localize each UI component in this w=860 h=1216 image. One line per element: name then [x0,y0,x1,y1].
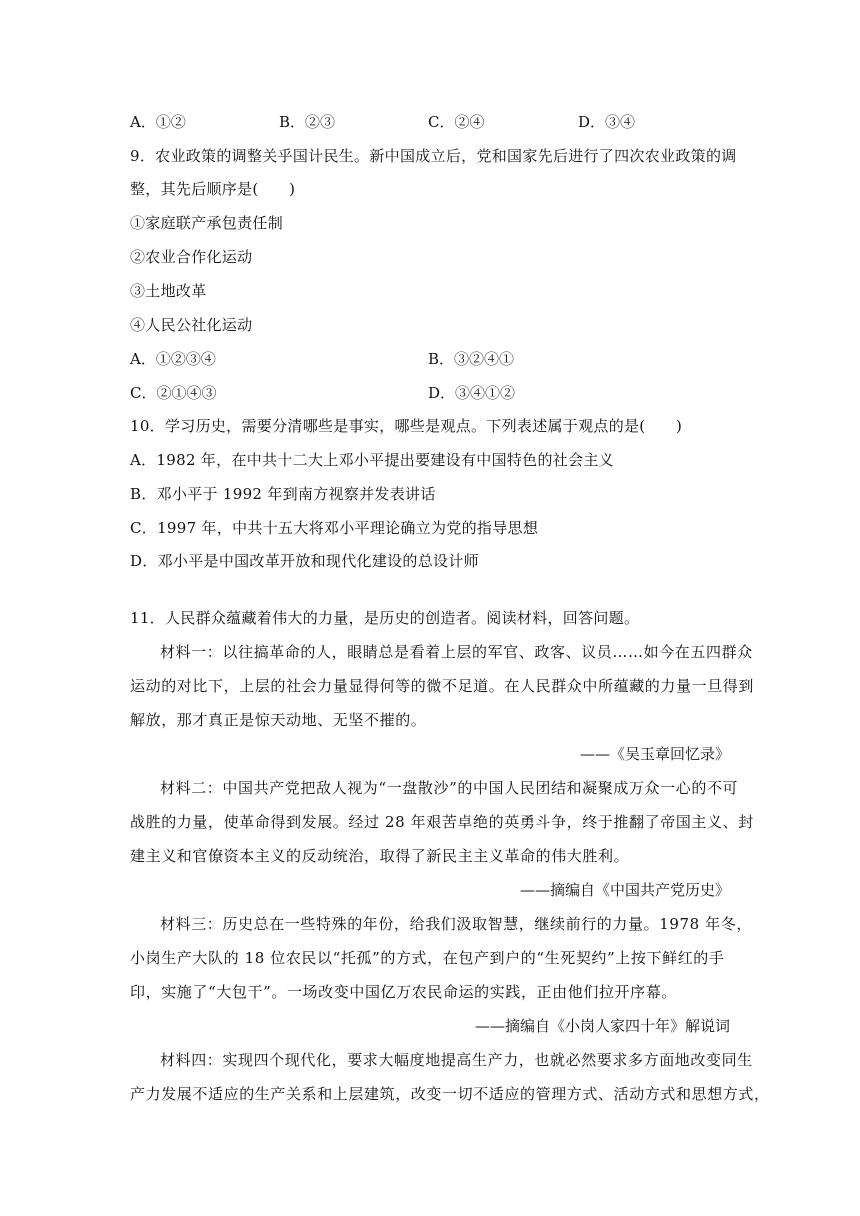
material1-line2: 运动的对比下，上层的社会力量显得何等的微不足道。在人民群众中所蕴藏的力量一旦得到 [130,677,755,695]
material2-line2: 战胜的力量，使革命得到发展。经过 28 年艰苦卓绝的英勇斗争，终于推翻了帝国主义、封 [130,813,754,831]
q9-option-b: B．③②④① [428,350,515,368]
q10-option-b: B．邓小平于 1992 年到南方视察并发表讲话 [130,485,436,503]
material3-line3: 印，实施了“大包干”。一场改变中国亿万农民命运的实践，正由他们拉开序幕。 [130,983,677,1001]
q10-stem: 10．学习历史，需要分清哪些是事实，哪些是观点。下列表述属于观点的是( ) [130,417,683,435]
q9-option-a: A．①②③④ [130,350,216,368]
material4-line1: 材料四：实现四个现代化，要求大幅度地提高生产力，也就必然要求多方面地改变同生 [160,1051,753,1069]
material3-source: ——摘编自《小岗人家四十年》解说词 [474,1017,730,1035]
q9-item-4: ④人民公社化运动 [130,316,253,334]
material1-line3: 解放，那才真正是惊天动地、无坚不摧的。 [130,711,427,729]
q9-item-3: ③土地改革 [130,282,207,300]
material2-source: ——摘编自《中国共产党历史》 [519,881,730,899]
q10-option-c: C．1997 年，中共十五大将邓小平理论确立为党的指导思想 [130,519,539,537]
q8-option-c: C．②④ [428,113,485,131]
q9-stem-line1: 9．农业政策的调整关乎国计民生。新中国成立后，党和国家先后进行了四次农业政策的调 [130,147,737,165]
material2-line3: 建主义和官僚资本主义的反动统治，取得了新民主主义革命的伟大胜利。 [130,847,630,865]
q8-option-d: D．③④ [578,113,636,131]
q10-option-a: A．1982 年，在中共十二大上邓小平提出要建设有中国特色的社会主义 [130,451,614,469]
material3-line2: 小岗生产大队的 18 位农民以“托孤”的方式，在包产到户的“生死契约”上按下鲜红的手 [130,949,725,967]
material3-line1: 材料三：历史总在一些特殊的年份，给我们汲取智慧，继续前行的力量。1978 年冬， [160,915,752,933]
q9-item-1: ①家庭联产承包责任制 [130,214,284,232]
q8-option-b: B．②③ [279,113,336,131]
q8-option-a: A．①② [130,113,186,131]
material1-source: ——《吴玉章回忆录》 [579,745,730,763]
q11-stem: 11．人民群众蕴藏着伟大的力量，是历史的创造者。阅读材料，回答问题。 [130,609,640,627]
material4-line2: 产力发展不适应的生产关系和上层建筑，改变一切不适应的管理方式、活动方式和思想方式， [130,1085,770,1103]
material1-line1: 材料一：以往搞革命的人，眼睛总是看着上层的军官、政客、议员……如今在五四群众 [160,643,753,661]
q9-option-c: C．②①④③ [130,384,217,402]
q9-item-2: ②农业合作化运动 [130,248,253,266]
q9-stem-line2: 整，其先后顺序是( ) [130,180,296,198]
q9-option-d: D．③④①② [428,384,516,402]
q10-option-d: D．邓小平是中国改革开放和现代化建设的总设计师 [130,552,479,570]
material2-line1: 材料二：中国共产党把敌人视为“一盘散沙”的中国人民团结和凝聚成万众一心的不可 [160,779,739,797]
